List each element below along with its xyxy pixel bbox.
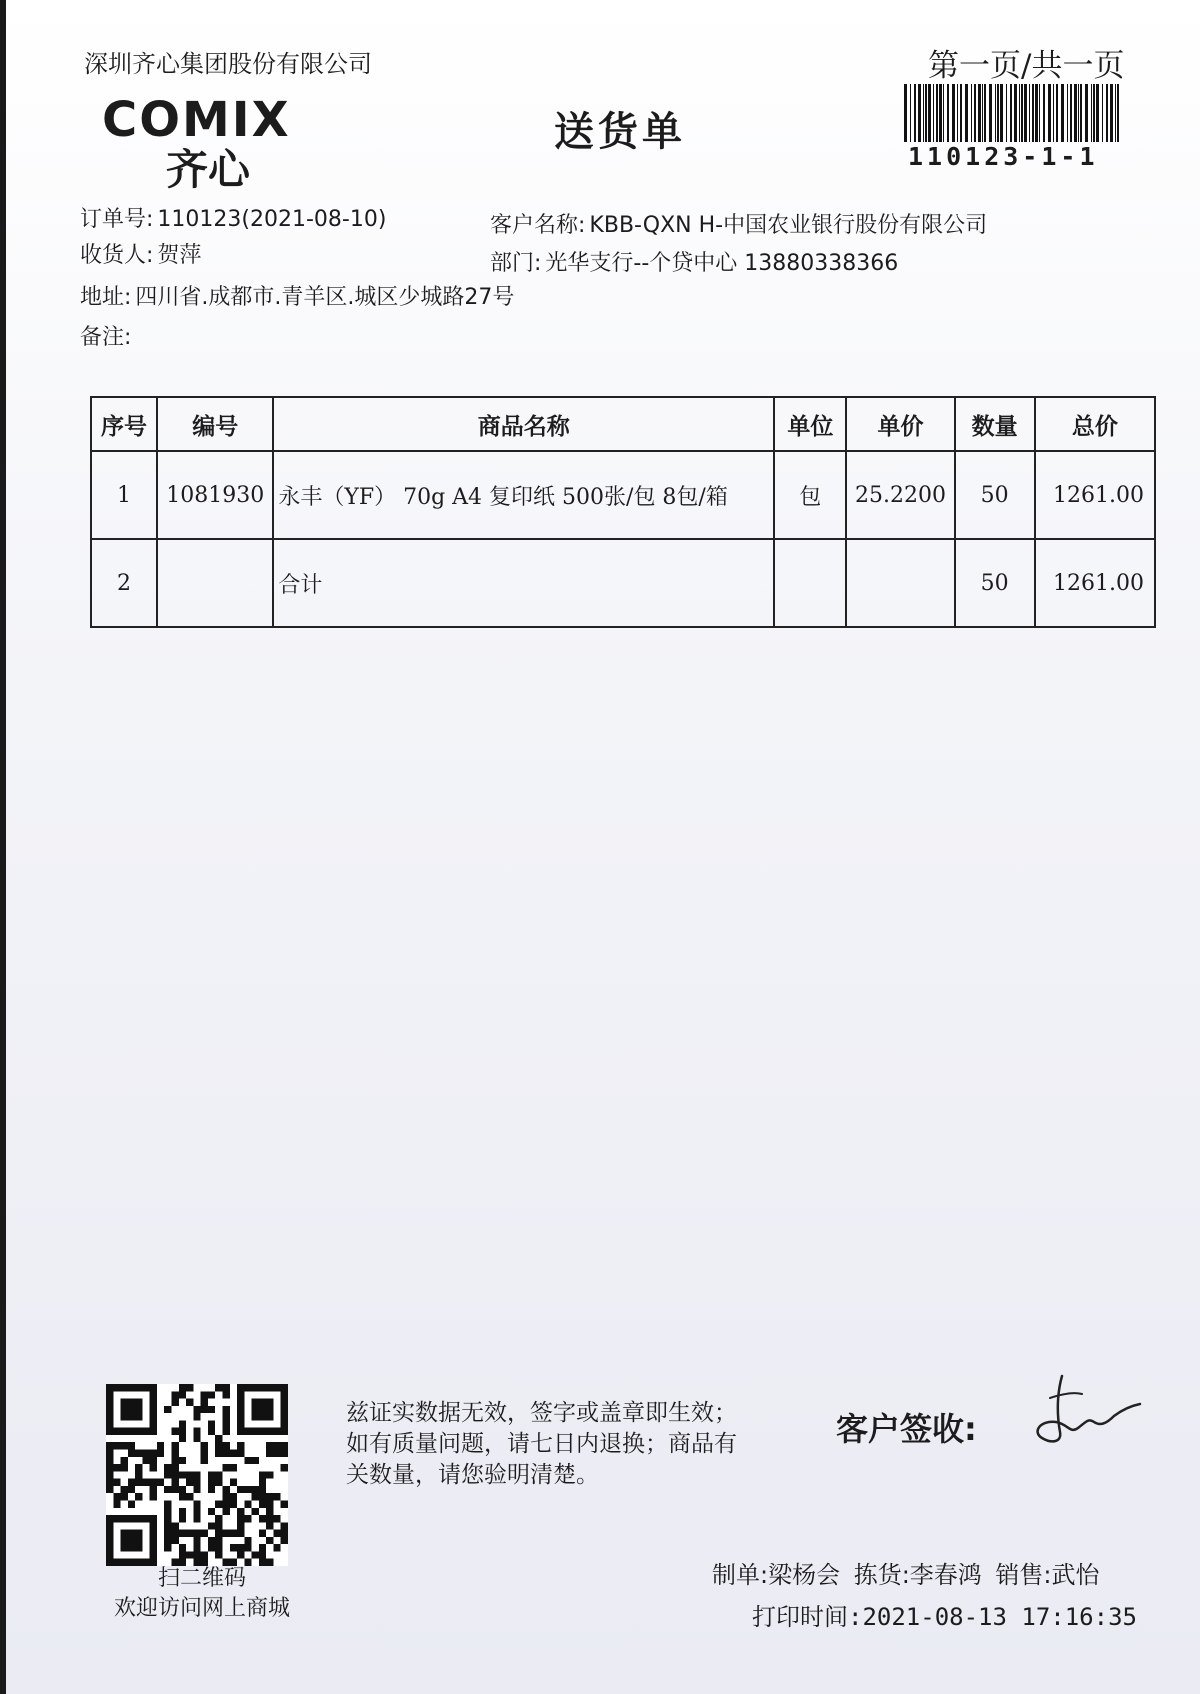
svg-text:齐心: 齐心: [166, 145, 251, 192]
staff-line: 制单:梁杨会 拣货:李春鸿 销售:武怡: [712, 1561, 1100, 1589]
order-value: 110123(2021-08-10): [157, 207, 387, 232]
dept-label: 部门:: [490, 251, 542, 276]
col-header-product: 商品名称: [273, 397, 774, 451]
order-number: [80, 202, 386, 233]
items-table: [90, 396, 1156, 628]
page-indicator: 第一页/共一页: [928, 48, 1125, 84]
address-label: 地址:: [80, 285, 132, 310]
department: [490, 246, 898, 277]
col-header-code: 编号: [157, 397, 273, 451]
cell-code: 1081930: [157, 451, 273, 539]
col-header-unit: 单位: [774, 397, 846, 451]
delivery-note-paper: [6, 0, 1200, 1694]
receiver: [80, 238, 201, 269]
remark-label: 备注:: [80, 325, 132, 350]
cell-unit: 包: [774, 451, 846, 539]
table-row: [91, 539, 1155, 627]
print-time: 打印时间:2021-08-13 17:16:35: [752, 1603, 1137, 1631]
remark: [80, 320, 135, 351]
company-name: 深圳齐心集团股份有限公司: [84, 50, 372, 78]
validity-notice: 兹证实数据无效，签字或盖章即生效；如有质量问题，请七日内退换；商品有关数量，请您验明清楚。: [346, 1400, 737, 1488]
signature-scribble: [1022, 1370, 1146, 1450]
cell-index: 1: [91, 451, 157, 539]
col-header-total: 总价: [1035, 397, 1155, 451]
address-value: 四川省.成都市.青羊区.城区少城路27号: [135, 285, 515, 310]
cell-unit: [774, 539, 846, 627]
cell-total: 1261.00: [1035, 539, 1155, 627]
customer-name: [490, 208, 987, 239]
cell-quantity: 50: [955, 451, 1035, 539]
cell-unit-price: [846, 539, 954, 627]
qr-caption-scan: 扫二维码: [157, 1566, 246, 1591]
customer-value: KBB-QXN H-中国农业银行股份有限公司: [589, 213, 988, 238]
table-header-row: [91, 397, 1155, 451]
svg-text:COMIX: COMIX: [102, 96, 291, 148]
col-header-quantity: 数量: [955, 397, 1035, 451]
cell-unit-price: 25.2200: [846, 451, 954, 539]
cell-product-name: 合计: [273, 539, 774, 627]
cell-total: 1261.00: [1035, 451, 1155, 539]
receiver-value: 贺萍: [157, 243, 202, 268]
col-header-unit-price: 单价: [846, 397, 954, 451]
comix-logo: [102, 96, 342, 192]
col-header-index: 序号: [91, 397, 157, 451]
cell-index: 2: [91, 539, 157, 627]
barcode-icon: [904, 84, 1120, 142]
cell-code: [157, 539, 273, 627]
cell-product-name: 永丰（YF） 70g A4 复印纸 500张/包 8包/箱: [273, 451, 774, 539]
qr-caption: [102, 1564, 302, 1624]
address: [80, 280, 514, 311]
barcode-number: 110123-1-1: [908, 142, 1099, 171]
dept-value: 光华支行--个贷中心 13880338366: [545, 251, 899, 276]
table-row: [91, 451, 1155, 539]
customer-label: 客户名称:: [490, 213, 586, 238]
cell-quantity: 50: [955, 539, 1035, 627]
qr-caption-welcome: 欢迎访问网上商城: [113, 1596, 290, 1621]
qr-code-icon[interactable]: [106, 1384, 288, 1566]
customer-sign-label: 客户签收:: [836, 1410, 977, 1448]
document-title: 送货单: [554, 109, 686, 155]
receiver-label: 收货人:: [80, 243, 154, 268]
order-label: 订单号:: [80, 207, 154, 232]
